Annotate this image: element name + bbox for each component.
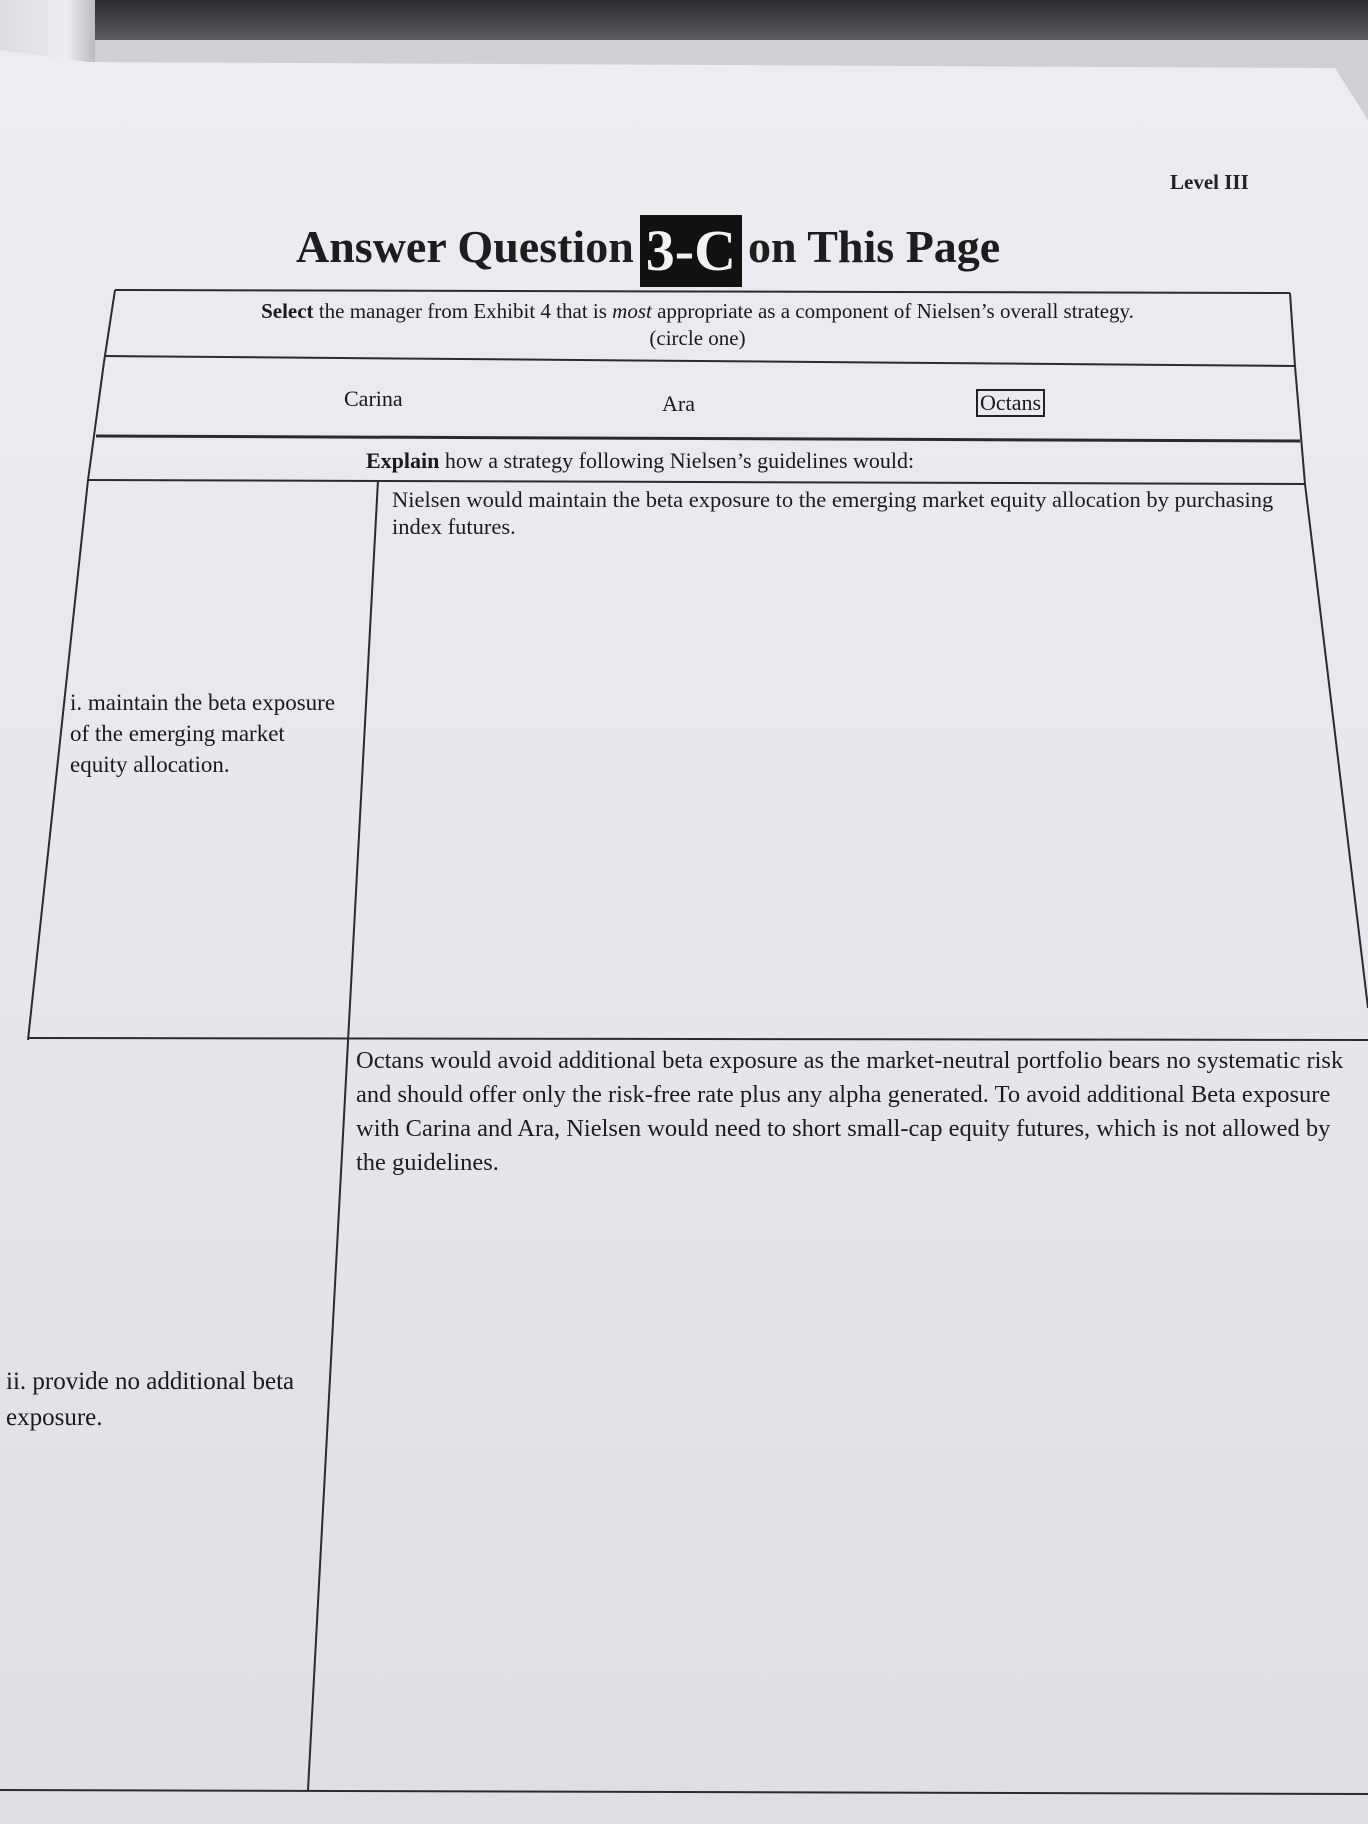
prompt-text-end: appropriate as a component of Nielsen’s overall strategy. — [651, 299, 1134, 323]
explain-verb: Explain — [366, 448, 440, 473]
prompt-instruction: (circle one) — [649, 326, 746, 350]
answer-i: Nielsen would maintain the beta exposure to the emerging market equity allocation by purchasing index futures. — [392, 487, 1274, 539]
prompt-row-rule — [104, 356, 1295, 366]
option-carina[interactable]: Carina — [344, 386, 403, 411]
options-row-rule — [96, 436, 1300, 441]
explain-row-rule — [88, 480, 1305, 484]
table-left-rule-middle — [88, 362, 104, 480]
question-label-ii: ii. provide no additional beta exposure. — [6, 1368, 295, 1431]
prompt-verb: Select — [261, 299, 314, 323]
question-number-badge: 3-C — [640, 215, 742, 287]
question-label-i: i. maintain the beta exposure of the emerging market equity allocation. — [70, 690, 336, 777]
prompt-emphasis: most — [612, 299, 652, 323]
answer-ii: Octans would avoid additional beta exposure as the market-neutral portfolio bears no systematic risk and should offer only the risk-free rate plus any alpha generated. To avoid additional Beta exposure with Carina and Ara, Nielsen would need to short small-cap equity futures, which is not allowed by the guidelines. — [356, 1047, 1344, 1176]
table-bottom-rule — [0, 1790, 1368, 1794]
explain-prompt — [366, 448, 914, 474]
title-prefix: Answer Question — [296, 221, 634, 272]
explain-text: how a strategy following Nielsen’s guidelines would: — [439, 448, 915, 473]
table-left-rule-upper — [104, 290, 115, 362]
table-right-rule-lower — [1305, 484, 1368, 1008]
table-top-rule — [115, 290, 1290, 293]
option-ara[interactable]: Ara — [662, 391, 695, 416]
page-title — [296, 215, 1000, 287]
question-prompt — [115, 298, 1280, 352]
table-right-rule-upper — [1290, 293, 1295, 366]
table-right-rule-middle — [1295, 366, 1305, 484]
title-suffix: on This Page — [748, 221, 1001, 272]
row-divider — [28, 1038, 1368, 1040]
prompt-text: the manager from Exhibit 4 that is — [313, 299, 613, 323]
exam-level: Level III — [1170, 170, 1249, 194]
option-octans-circled[interactable]: Octans — [976, 389, 1045, 417]
